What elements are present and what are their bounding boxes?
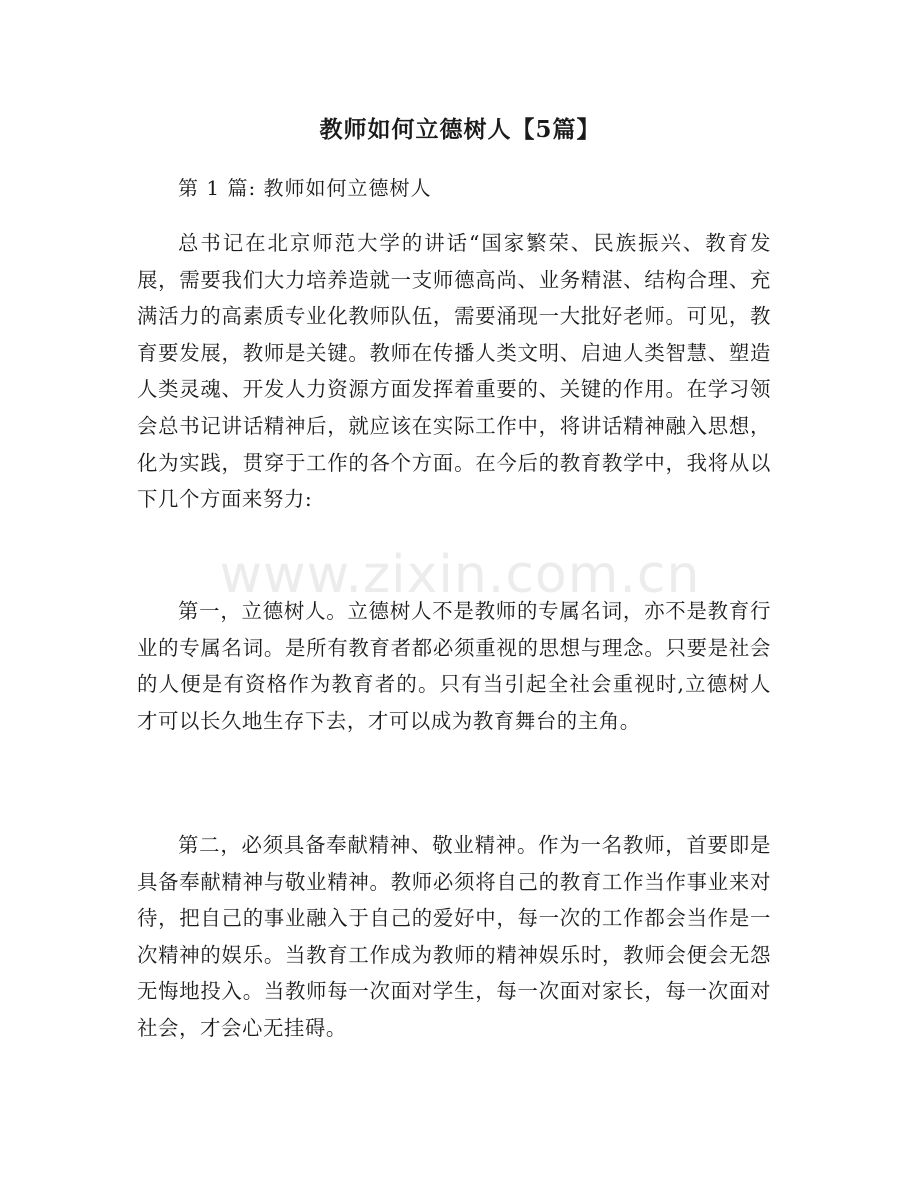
document-title: 教师如何立德树人【5篇】 [319,116,601,143]
paragraph-2: 第一，立德树人。立德树人不是教师的专属名词，亦不是教育行业的专属名词。是所有教育者都必须重视的思想与理念。只要是社会的人便是有资格作为教育者的。只有当引起全社会重视时,立德树人才可以长久地生存下去，才可以成为教育舞台的主角。 [137,599,771,733]
paragraph-1: 总书记在北京师范大学的讲话“国家繁荣、民族振兴、教育发展，需要我们大力培养造就一支师德高尚、业务精湛、结构合理、充满活力的高素质专业化教师队伍，需要涌现一大批好老师。可见，教育要发展，教师是关键。教师在传播人类文明、启迪人类智慧、塑造人类灵魂、开发人力资源方面发挥着重要的、关键的作用。在学习领会总书记讲话精神后，就应该在实际工作中，将讲话精神融入思想，化为实践，贯穿于工作的各个方面。在今后的教育教学中，我将从以下几个方面来努力: [137,231,771,512]
section-heading: 第 1 篇: 教师如何立德树人 [178,176,432,200]
watermark: www.zixin.com.cn [219,545,701,605]
paragraph-3: 第二，必须具备奉献精神、敬业精神。作为一名教师，首要即是具备奉献精神与敬业精神。教师必须将自己的教育工作当作事业来对待，把自己的事业融入于自己的爱好中，每一次的工作都会当作是一次精神的娱乐。当教育工作成为教师的精神娱乐时，教师会便会无怨无悔地投入。当教师每一次面对学生，每一次面对家长，每一次面对社会，才会心无挂碍。 [137,833,771,1040]
